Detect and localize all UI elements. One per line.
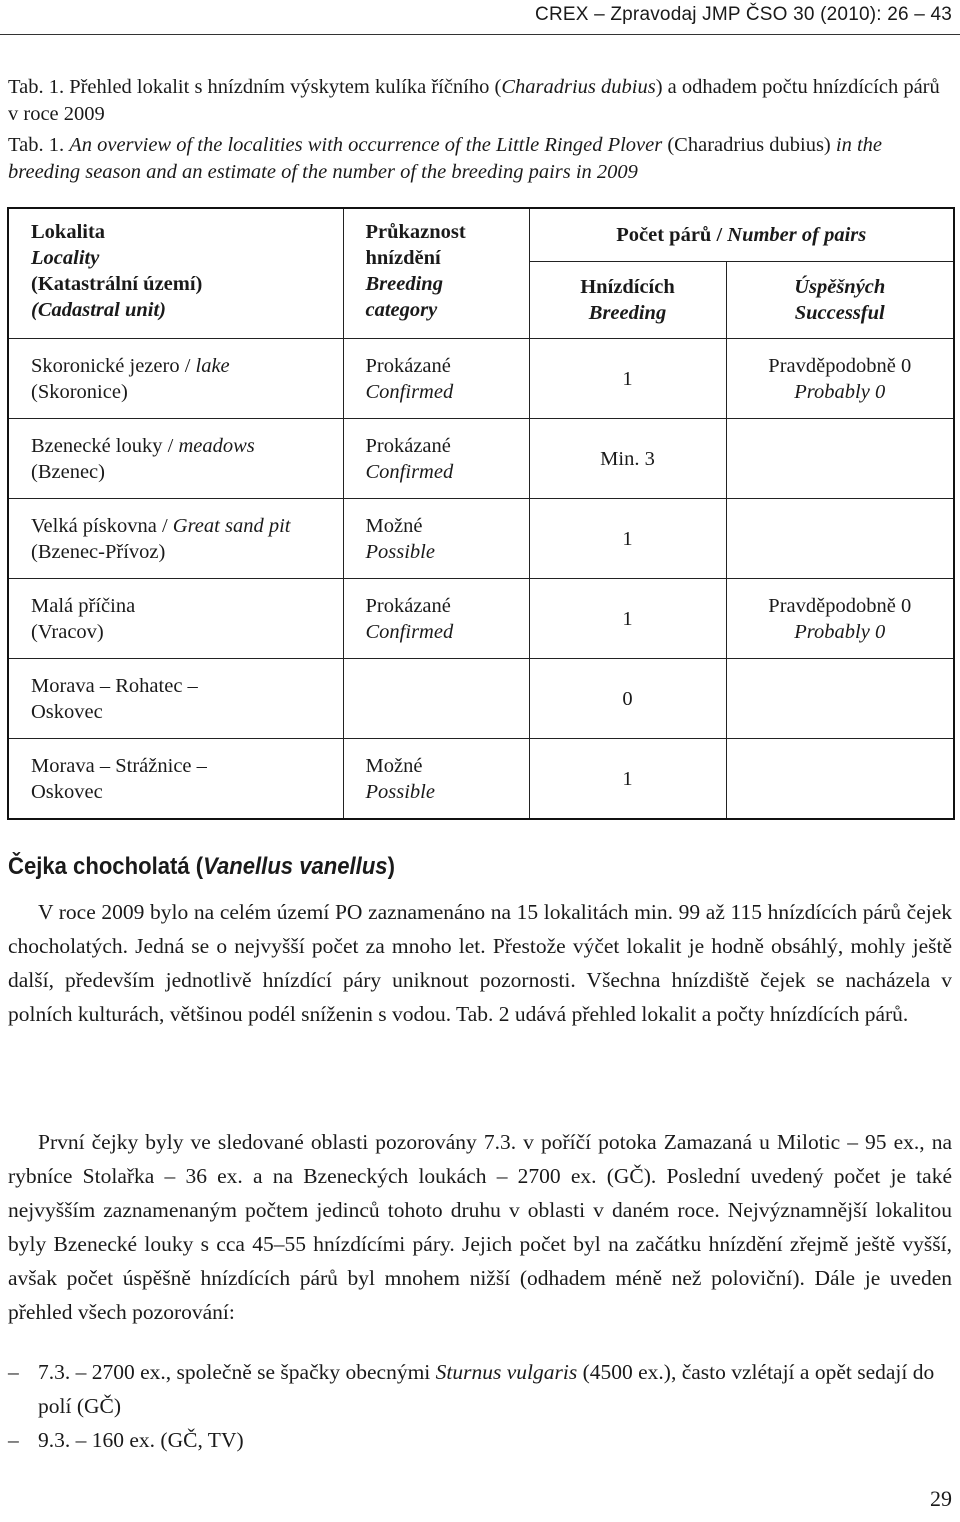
successful-cell	[726, 739, 954, 820]
paragraph-2: První čejky byly ve sledované oblasti pozorovány 7.3. v poříčí potoka Zamazaná u Milotic – 95 ex., na rybníce Stolařka – 36 ex. a na Bzeneckých loukách – 2700 ex. (GČ). Poslední uvedený počet je také nejvyšším zaznamenaným počtem jedinců tohoto druhu v oblasti v daném roce. Nejvýznamnější lokalitou byly Bzenecké louky s cca 45–55 hnízdícími páry. Jejich počet byl na začátku hnízdění zřejmě ještě vyšší, avšak počet úspěšně hnízdících párů byl mnohem nižší (odhadem méně než poloviční). Dále je uveden přehled všech pozorování:	[8, 1130, 952, 1324]
locality-cell: Morava – Strážnice – Oskovec	[31, 754, 207, 803]
observation-list	[8, 1355, 952, 1457]
locality-cell: Bzenecké louky / meadows (Bzenec)	[8, 419, 343, 499]
successful-cell	[726, 499, 954, 579]
breeding-cell: 1	[529, 579, 726, 659]
breeding-cell: 1	[529, 739, 726, 820]
table-row	[8, 739, 954, 820]
breeding-cell: 1	[529, 339, 726, 419]
running-head: CREX – Zpravodaj JMP ČSO 30 (2010): 26 – 43	[535, 4, 952, 25]
header-category: Průkaznost hnízdění Breeding category	[343, 208, 529, 339]
list-item: – 7.3. – 2700 ex., společně se špačky obecnými Sturnus vulgaris (4500 ex.), často vzlétají a opět sedají do polí (GČ)	[8, 1360, 935, 1418]
list-item: – 9.3. – 160 ex. (GČ, TV)	[8, 1428, 244, 1452]
header-breeding: Hnízdících Breeding	[529, 262, 726, 339]
category-cell: Prokázané Confirmed	[343, 579, 529, 659]
header-locality: Lokalita Locality (Katastrální území) (Cadastral unit)	[8, 208, 343, 339]
header-number-of-pairs: Počet párů / Number of pairs	[529, 208, 954, 262]
category-cell: Možné Possible	[343, 739, 529, 820]
locality-cell: Malá příčina (Vracov)	[8, 579, 343, 659]
section-heading: Čejka chocholatá (Vanellus vanellus)	[8, 853, 395, 880]
category-cell	[343, 659, 529, 739]
successful-cell: Pravděpodobně 0 Probably 0	[726, 339, 954, 419]
table-caption-cz: Tab. 1. Přehled lokalit s hnízdním výskytem kulíka říčního (Charadrius dubius) a odhadem počtu hnízdících párů v roce 2009	[8, 76, 940, 125]
breeding-cell: 1	[529, 499, 726, 579]
header-successful: Úspěšných Successful	[726, 262, 954, 339]
locality-cell: Velká pískovna / Great sand pit (Bzenec-Přívoz)	[8, 499, 343, 579]
breeding-cell: 0	[529, 659, 726, 739]
category-cell: Možné Possible	[343, 499, 529, 579]
locality-cell: Skoronické jezero / lake (Skoronice)	[8, 339, 343, 419]
table-row	[8, 419, 954, 499]
table-row	[8, 499, 954, 579]
paragraph-1: V roce 2009 bylo na celém území PO zaznamenáno na 15 lokalitách min. 99 až 115 hnízdících párů čejek chocholatých. Jedná se o nejvyšší počet za mnoho let. Přestože výčet lokalit je hodně obsáhlý, mohly ještě další, především jednotlivě hnízdící páry uniknout pozornosti. Všechna hnízdiště čejek se nacházela v polních kulturách, většinou podél sníženin s vodou. Tab. 2 udává přehled lokalit a počty hnízdících párů.	[8, 900, 952, 1026]
successful-cell	[726, 659, 954, 739]
category-cell: Prokázané Confirmed	[343, 419, 529, 499]
category-cell: Prokázané Confirmed	[343, 339, 529, 419]
header-rule	[0, 34, 960, 35]
locality-cell: Morava – Rohatec – Oskovec	[8, 659, 343, 739]
table-row	[8, 579, 954, 659]
table-row	[8, 339, 954, 419]
plover-table	[7, 207, 955, 820]
breeding-cell: Min. 3	[529, 419, 726, 499]
table-row	[8, 659, 954, 739]
table-caption-en: Tab. 1. An overview of the localities with occurrence of the Little Ringed Plover (Charadrius dubius) in the breeding season and an estimate of the number of the breeding pairs in 2009	[8, 134, 883, 183]
successful-cell	[726, 419, 954, 499]
page-number: 29	[930, 1486, 952, 1511]
successful-cell: Pravděpodobně 0 Probably 0	[726, 579, 954, 659]
